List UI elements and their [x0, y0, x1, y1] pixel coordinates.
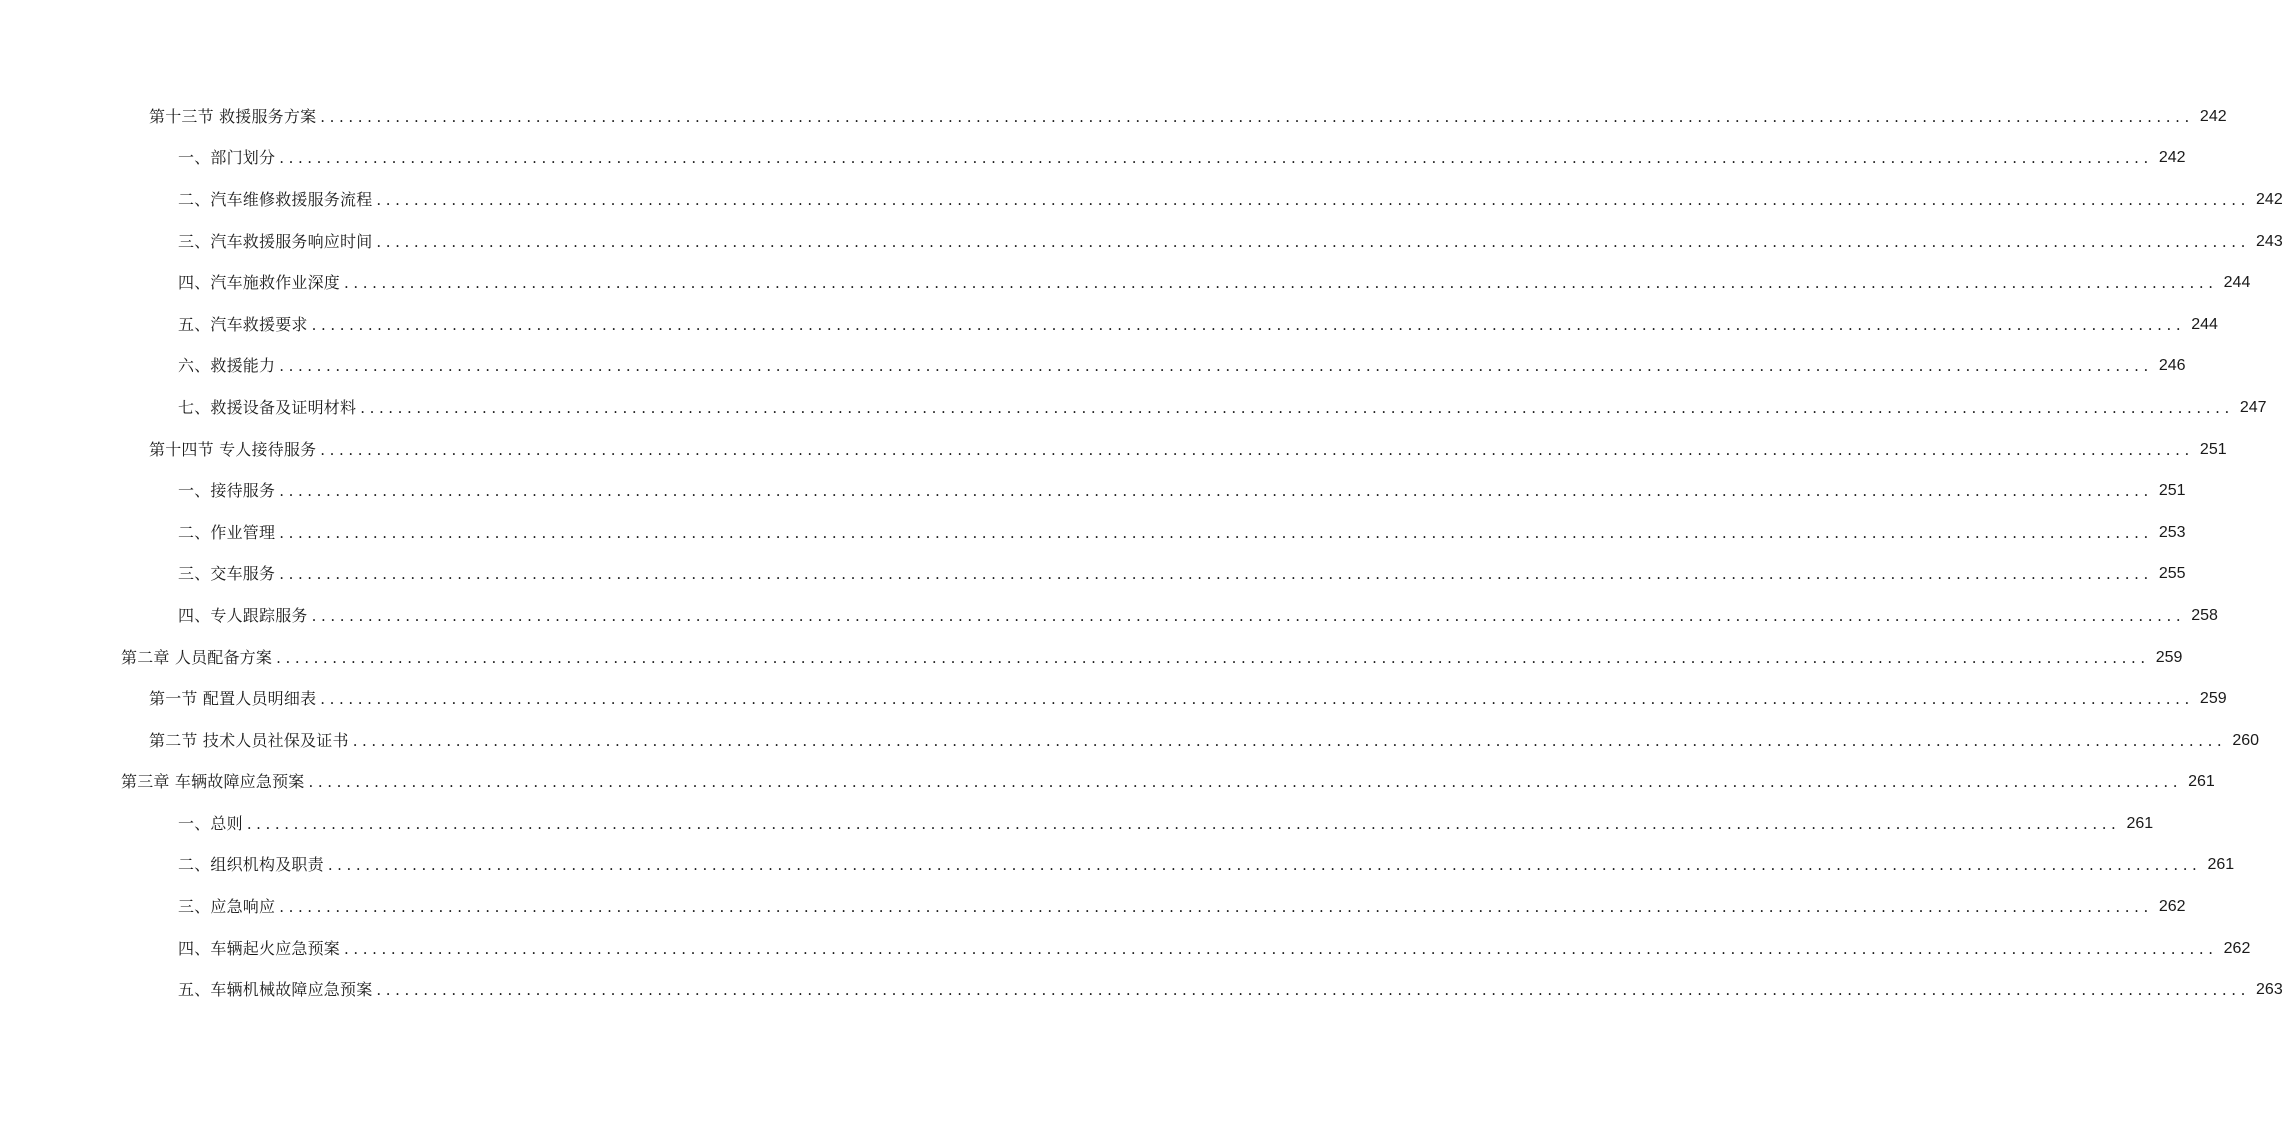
toc-entry-page: 260	[2232, 731, 2260, 749]
toc-entry-title: 四、车辆起火应急预案	[178, 938, 341, 958]
toc-entry-title: 四、专人跟踪服务	[178, 605, 308, 625]
dot-leader: ........................................................................................................................................................................................................	[279, 898, 2153, 917]
toc-entry[interactable]	[0, 762, 2215, 804]
toc-entry-title: 三、应急响应	[178, 897, 276, 917]
dot-leader: ........................................................................................................................................................................................................	[311, 315, 2186, 334]
toc-entry-title: 第二节 技术人员社保及证书	[149, 730, 349, 750]
toc-entry[interactable]	[0, 470, 2186, 512]
toc-entry-title: 二、组织机构及职责	[178, 855, 324, 875]
toc-entry[interactable]	[0, 96, 2227, 138]
toc-entry-title: 五、汽车救援要求	[178, 314, 308, 334]
dot-leader: ........................................................................................................................................................................................................	[320, 107, 2194, 126]
toc-entry-page: 251	[2199, 440, 2227, 458]
table-of-contents	[0, 96, 2283, 1011]
toc-entry[interactable]	[0, 886, 2186, 928]
dot-leader: ........................................................................................................................................................................................................	[308, 773, 2183, 792]
toc-entry-page: 244	[2191, 315, 2218, 333]
toc-entry[interactable]	[0, 845, 2235, 887]
toc-entry-title: 一、接待服务	[178, 481, 276, 501]
toc-entry[interactable]	[0, 221, 2283, 263]
toc-entry-page: 262	[2223, 939, 2251, 957]
toc-entry-title: 四、汽车施救作业深度	[178, 273, 341, 293]
toc-entry-title: 第十四节 专人接待服务	[149, 439, 317, 459]
toc-entry-title: 五、车辆机械故障应急预案	[178, 980, 373, 1000]
toc-entry-page: 244	[2223, 274, 2251, 292]
dot-leader: ........................................................................................................................................................................................................	[360, 398, 2234, 417]
toc-entry-page: 253	[2158, 523, 2186, 541]
dot-leader: ........................................................................................................................................................................................................	[279, 523, 2153, 542]
toc-entry-page: 263	[2256, 981, 2283, 999]
toc-entry-page: 259	[2199, 690, 2227, 708]
toc-entry[interactable]	[0, 387, 2267, 429]
toc-entry-title: 第一节 配置人员明细表	[149, 689, 317, 709]
dot-leader: ........................................................................................................................................................................................................	[320, 690, 2194, 709]
dot-leader: ........................................................................................................................................................................................................	[279, 565, 2153, 584]
toc-entry-page: 242	[2256, 190, 2283, 208]
dot-leader: ........................................................................................................................................................................................................	[352, 731, 2227, 750]
toc-entry[interactable]	[0, 803, 2154, 845]
dot-leader: ........................................................................................................................................................................................................	[279, 357, 2153, 376]
toc-entry-page: 262	[2158, 898, 2186, 916]
toc-entry[interactable]	[0, 304, 2218, 346]
toc-entry[interactable]	[0, 720, 2260, 762]
dot-leader: ........................................................................................................................................................................................................	[344, 939, 2218, 958]
toc-entry-title: 一、总则	[178, 813, 243, 833]
toc-entry-page: 261	[2207, 856, 2235, 874]
toc-entry-page: 242	[2199, 107, 2227, 125]
dot-leader: ........................................................................................................................................................................................................	[276, 648, 2150, 667]
toc-entry-page: 261	[2188, 773, 2215, 791]
toc-entry-title: 第二章 人员配备方案	[121, 647, 273, 667]
toc-entry[interactable]	[0, 637, 2183, 679]
toc-entry-title: 第十三节 救援服务方案	[149, 106, 317, 126]
toc-entry-title: 二、作业管理	[178, 522, 276, 542]
toc-entry-title: 三、交车服务	[178, 564, 276, 584]
toc-entry-page: 243	[2256, 232, 2283, 250]
toc-entry[interactable]	[0, 262, 2251, 304]
toc-entry-page: 258	[2191, 606, 2218, 624]
toc-entry[interactable]	[0, 595, 2218, 637]
dot-leader: ........................................................................................................................................................................................................	[376, 190, 2251, 209]
toc-entry-title: 六、救援能力	[178, 356, 276, 376]
dot-leader: ........................................................................................................................................................................................................	[376, 232, 2251, 251]
toc-entry-page: 247	[2239, 398, 2267, 416]
dot-leader: ........................................................................................................................................................................................................	[327, 856, 2202, 875]
toc-entry-title: 七、救援设备及证明材料	[178, 397, 357, 417]
toc-entry[interactable]	[0, 678, 2227, 720]
toc-entry-page: 242	[2158, 149, 2186, 167]
toc-entry[interactable]	[0, 429, 2227, 471]
toc-entry-page: 255	[2158, 565, 2186, 583]
dot-leader: ........................................................................................................................................................................................................	[246, 814, 2121, 833]
toc-entry-page: 259	[2155, 648, 2183, 666]
dot-leader: ........................................................................................................................................................................................................	[320, 440, 2194, 459]
toc-entry[interactable]	[0, 969, 2283, 1011]
toc-entry[interactable]	[0, 138, 2186, 180]
toc-entry-title: 第三章 车辆故障应急预案	[121, 772, 305, 792]
toc-entry-page: 261	[2126, 814, 2154, 832]
dot-leader: ........................................................................................................................................................................................................	[279, 149, 2153, 168]
dot-leader: ........................................................................................................................................................................................................	[279, 482, 2153, 501]
dot-leader: ........................................................................................................................................................................................................	[376, 981, 2251, 1000]
toc-entry-title: 一、部门划分	[178, 148, 276, 168]
toc-entry[interactable]	[0, 512, 2186, 554]
toc-entry[interactable]	[0, 346, 2186, 388]
toc-entry[interactable]	[0, 554, 2186, 596]
toc-entry-page: 246	[2158, 357, 2186, 375]
toc-entry-title: 三、汽车救援服务响应时间	[178, 231, 373, 251]
dot-leader: ........................................................................................................................................................................................................	[311, 606, 2186, 625]
dot-leader: ........................................................................................................................................................................................................	[344, 274, 2218, 293]
toc-entry-page: 251	[2158, 482, 2186, 500]
toc-entry[interactable]	[0, 928, 2251, 970]
toc-entry[interactable]	[0, 179, 2283, 221]
toc-entry-title: 二、汽车维修救援服务流程	[178, 189, 373, 209]
